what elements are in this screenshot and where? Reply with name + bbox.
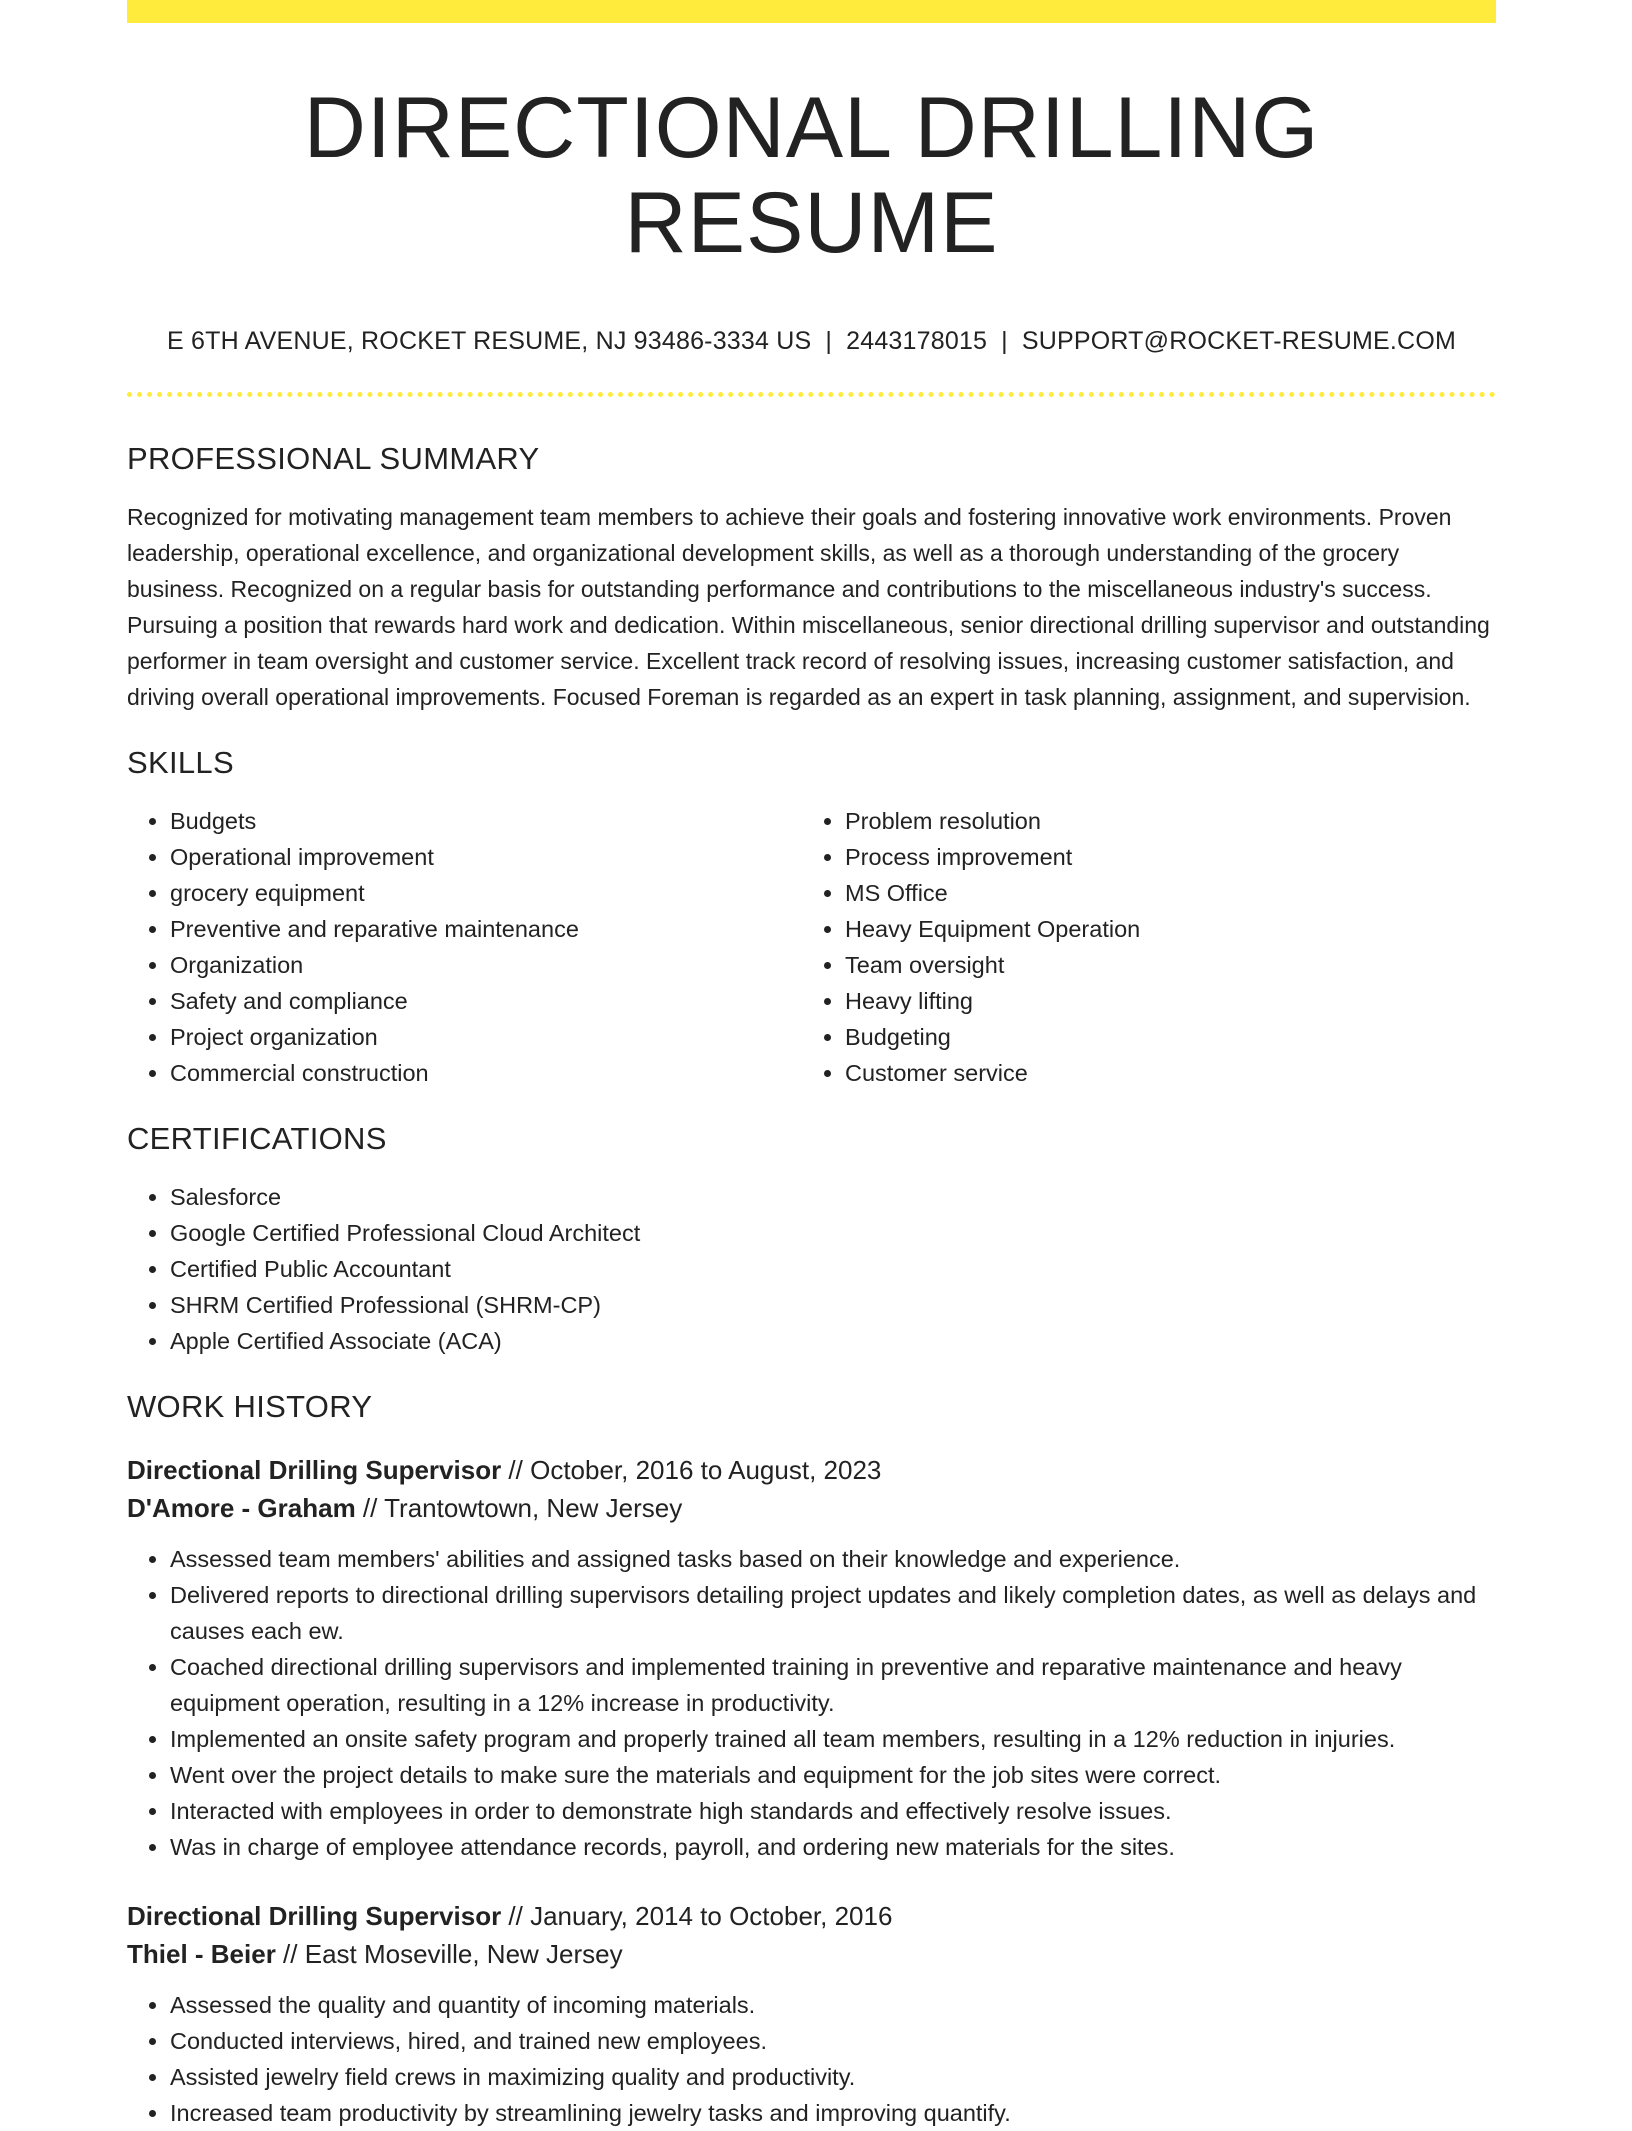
job-entry (127, 1897, 1496, 2131)
list-item: • Salesforce (170, 1179, 1496, 1215)
job-dates: // October, 2016 to August, 2023 (501, 1455, 882, 1486)
list-item: • Preventive and reparative maintenance (170, 911, 802, 947)
list-item: • Budgets (170, 803, 802, 839)
list-item: • Certified Public Accountant (170, 1251, 1496, 1287)
resume-page (127, 0, 1496, 2131)
job-company-line (127, 1935, 1496, 1973)
skills-columns (127, 803, 1496, 1091)
list-item: • Assessed team members' abilities and assigned tasks based on their knowledge and experience. (170, 1541, 1496, 1577)
certifications-section (127, 1121, 1496, 1359)
skills-section (127, 745, 1496, 1091)
list-item: • Process improvement (845, 839, 1477, 875)
contact-separator: | (825, 327, 833, 356)
list-item: • Organization (170, 947, 802, 983)
list-item: • Assessed the quality and quantity of incoming materials. (170, 1987, 1496, 2023)
list-item: • Assisted jewelry field crews in maximizing quality and productivity. (170, 2059, 1496, 2095)
contact-line (127, 326, 1496, 356)
list-item: • grocery equipment (170, 875, 802, 911)
contact-phone: 2443178015 (846, 327, 988, 356)
list-item: • Went over the project details to make sure the materials and equipment for the job sites were correct. (170, 1757, 1496, 1793)
certifications-list (127, 1179, 1496, 1359)
job-bullets (127, 1541, 1496, 1865)
summary-heading: PROFESSIONAL SUMMARY (127, 441, 540, 477)
job-entry (127, 1451, 1496, 1865)
list-item: • SHRM Certified Professional (SHRM-CP) (170, 1287, 1496, 1323)
list-item: • Interacted with employees in order to demonstrate high standards and effectively resolve issues. (170, 1793, 1496, 1829)
job-company: Thiel - Beier (127, 1939, 276, 1970)
list-item: • Implemented an onsite safety program and properly trained all team members, resulting in a 12% reduction in injuries. (170, 1721, 1496, 1757)
job-company-line (127, 1489, 1496, 1527)
job-dates: // January, 2014 to October, 2016 (501, 1901, 893, 1932)
job-role-line (127, 1897, 1496, 1935)
list-item: • Heavy Equipment Operation (845, 911, 1477, 947)
skills-heading: SKILLS (127, 745, 234, 781)
list-item: • Customer service (845, 1055, 1477, 1091)
skills-list-right (802, 803, 1477, 1091)
job-role: Directional Drilling Supervisor (127, 1455, 502, 1486)
list-item: • Safety and compliance (170, 983, 802, 1019)
work-history-heading: WORK HISTORY (127, 1389, 373, 1425)
list-item: • Conducted interviews, hired, and trained new employees. (170, 2023, 1496, 2059)
list-item: • Problem resolution (845, 803, 1477, 839)
list-item: • Apple Certified Associate (ACA) (170, 1323, 1496, 1359)
list-item: • Project organization (170, 1019, 802, 1055)
work-history-section (127, 1389, 1496, 2131)
list-item: • Delivered reports to directional drilling supervisors detailing project updates and likely completion dates, as well as delays and causes each ew. (170, 1577, 1496, 1649)
list-item: • Coached directional drilling supervisors and implemented training in preventive and reparative maintenance and heavy equipment operation, resulting in a 12% increase in productivity. (170, 1649, 1496, 1721)
job-location: // East Moseville, New Jersey (275, 1939, 623, 1970)
job-role-line (127, 1451, 1496, 1489)
skills-list-left (127, 803, 802, 1091)
list-item: • Commercial construction (170, 1055, 802, 1091)
certifications-heading: CERTIFICATIONS (127, 1121, 387, 1157)
list-item: • Operational improvement (170, 839, 802, 875)
contact-address: E 6TH AVENUE, ROCKET RESUME, NJ 93486-3334 US (166, 327, 812, 356)
job-location: // Trantowtown, New Jersey (355, 1493, 683, 1524)
summary-text: Recognized for motivating management team members to achieve their goals and fostering innovative work environments. Proven leadership, operational excellence, and organizational development skills, as well as a thorough understanding of the grocery business. Recognized on a regular basis for outstanding performance and contributions to the miscellaneous industry's success. Pursuing a position that rewards hard work and dedication. Within miscellaneous, senior directional drilling supervisor and outstanding performer in team oversight and customer service. Excellent track record of resolving issues, increasing customer satisfaction, and driving overall operational improvements. Focused Foreman is regarded as an expert in task planning, assignment, and supervision. (127, 504, 1490, 711)
list-item: • Budgeting (845, 1019, 1477, 1055)
contact-separator: | (1001, 327, 1008, 356)
job-role: Directional Drilling Supervisor (127, 1901, 502, 1932)
resume-title: DIRECTIONAL DRILLING RESUME (303, 80, 1320, 271)
job-company: D'Amore - Graham (127, 1493, 356, 1524)
top-accent-bar (127, 0, 1496, 23)
list-item: • Increased team productivity by streamlining jewelry tasks and improving quantify. (170, 2095, 1496, 2131)
list-item: • Was in charge of employee attendance records, payroll, and ordering new materials for the sites. (170, 1829, 1496, 1865)
list-item: • MS Office (845, 875, 1477, 911)
contact-email: SUPPORT@ROCKET-RESUME.COM (1021, 327, 1456, 356)
list-item: • Google Certified Professional Cloud Architect (170, 1215, 1496, 1251)
list-item: • Team oversight (845, 947, 1477, 983)
list-item: • Heavy lifting (845, 983, 1477, 1019)
dotted-divider (127, 392, 1496, 397)
job-bullets (127, 1987, 1496, 2131)
